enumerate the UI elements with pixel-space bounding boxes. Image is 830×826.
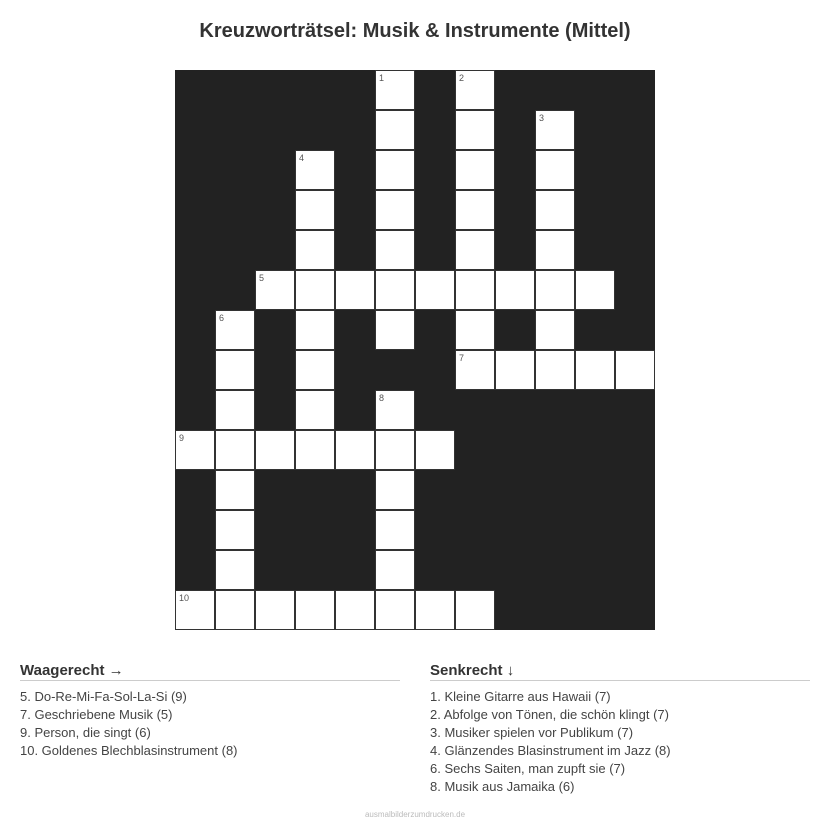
across-clue: 5. Do-Re-Mi-Fa-Sol-La-Si (9) [20, 689, 187, 704]
crossword-cell[interactable] [535, 110, 575, 150]
clue-number: 10 [179, 593, 190, 603]
crossword-cell[interactable] [295, 430, 335, 470]
across-clue: 10. Goldenes Blechblasinstrument (8) [20, 743, 238, 758]
clue-number: 7 [459, 353, 465, 363]
crossword-cell[interactable] [375, 270, 415, 310]
crossword-cell[interactable] [375, 470, 415, 510]
down-clues-section [430, 662, 810, 796]
crossword-cell[interactable] [415, 590, 455, 630]
crossword-cell[interactable] [215, 510, 255, 550]
crossword-cell[interactable] [335, 590, 375, 630]
down-heading: Senkrecht ↓ [430, 662, 810, 681]
crossword-cell[interactable] [295, 310, 335, 350]
crossword-cell[interactable] [415, 270, 455, 310]
across-clue: 9. Person, die singt (6) [20, 725, 151, 740]
crossword-cell[interactable] [335, 270, 375, 310]
crossword-cell[interactable] [495, 270, 535, 310]
down-clue-list [430, 688, 810, 796]
crossword-cell[interactable] [535, 150, 575, 190]
down-clue: 4. Glänzendes Blasinstrument im Jazz (8) [430, 743, 671, 758]
down-clue: 1. Kleine Gitarre aus Hawaii (7) [430, 689, 611, 704]
down-clue: 2. Abfolge von Tönen, die schön klingt (7) [430, 707, 669, 722]
across-clues-section [20, 662, 400, 760]
crossword-cell[interactable] [295, 190, 335, 230]
crossword-cell[interactable] [375, 550, 415, 590]
crossword-cell[interactable] [175, 590, 215, 630]
crossword-cell[interactable] [295, 590, 335, 630]
crossword-cell[interactable] [455, 590, 495, 630]
crossword-cell[interactable] [295, 270, 335, 310]
page-title: Kreuzworträtsel: Musik & Instrumente (Mittel) [199, 20, 631, 42]
crossword-cell[interactable] [295, 350, 335, 390]
clue-number: 5 [259, 273, 265, 283]
crossword-cell[interactable] [215, 310, 255, 350]
crossword-cell[interactable] [575, 350, 615, 390]
crossword-cell[interactable] [255, 430, 295, 470]
crossword-cell[interactable] [375, 510, 415, 550]
across-clue-list [20, 688, 400, 760]
crossword-cell[interactable] [495, 350, 535, 390]
crossword-cell[interactable] [255, 590, 295, 630]
crossword-cell[interactable] [575, 270, 615, 310]
crossword-cell[interactable] [375, 150, 415, 190]
crossword-cell[interactable] [375, 310, 415, 350]
crossword-cell[interactable] [455, 310, 495, 350]
crossword-cell[interactable] [215, 550, 255, 590]
crossword-cell[interactable] [375, 390, 415, 430]
crossword-cell[interactable] [375, 70, 415, 110]
clue-number: 3 [539, 113, 545, 123]
clue-number: 8 [379, 393, 385, 403]
crossword-cell[interactable] [615, 350, 655, 390]
clue-number: 9 [179, 433, 185, 443]
down-clue: 3. Musiker spielen vor Publikum (7) [430, 725, 634, 740]
crossword-cell[interactable] [535, 270, 575, 310]
crossword-cell[interactable] [535, 190, 575, 230]
crossword-cell[interactable] [455, 230, 495, 270]
down-clue: 8. Musik aus Jamaika (6) [430, 779, 575, 794]
crossword-cell[interactable] [295, 230, 335, 270]
crossword-cell[interactable] [535, 310, 575, 350]
crossword-cell[interactable] [295, 150, 335, 190]
crossword-cell[interactable] [455, 70, 495, 110]
crossword-cell[interactable] [535, 350, 575, 390]
clue-number: 2 [459, 73, 465, 83]
clue-number: 4 [299, 153, 305, 163]
across-clue: 7. Geschriebene Musik (5) [20, 707, 173, 722]
across-heading: Waagerecht → [20, 662, 400, 681]
clue-number: 1 [379, 73, 385, 83]
crossword-cell[interactable] [175, 430, 215, 470]
crossword-cell[interactable] [215, 350, 255, 390]
crossword-cell[interactable] [375, 190, 415, 230]
crossword-cell[interactable] [455, 150, 495, 190]
crossword-cell[interactable] [375, 230, 415, 270]
crossword-cell[interactable] [375, 590, 415, 630]
down-clue: 6. Sechs Saiten, man zupft sie (7) [430, 761, 626, 776]
crossword-cell[interactable] [535, 230, 575, 270]
clue-number: 6 [219, 313, 225, 323]
crossword-cell[interactable] [215, 590, 255, 630]
crossword-cell[interactable] [335, 430, 375, 470]
crossword-cell[interactable] [215, 470, 255, 510]
crossword-cell[interactable] [455, 270, 495, 310]
crossword-cell[interactable] [295, 390, 335, 430]
crossword-grid [175, 70, 655, 630]
crossword-cell[interactable] [215, 430, 255, 470]
crossword-cell[interactable] [415, 430, 455, 470]
footer-credit: ausmalbilderzumdrucken.de [364, 810, 466, 819]
crossword-cell[interactable] [255, 270, 295, 310]
crossword-cell[interactable] [455, 110, 495, 150]
crossword-cell[interactable] [375, 430, 415, 470]
crossword-cell[interactable] [455, 190, 495, 230]
crossword-cell[interactable] [215, 390, 255, 430]
crossword-cell[interactable] [455, 350, 495, 390]
crossword-cell[interactable] [375, 110, 415, 150]
